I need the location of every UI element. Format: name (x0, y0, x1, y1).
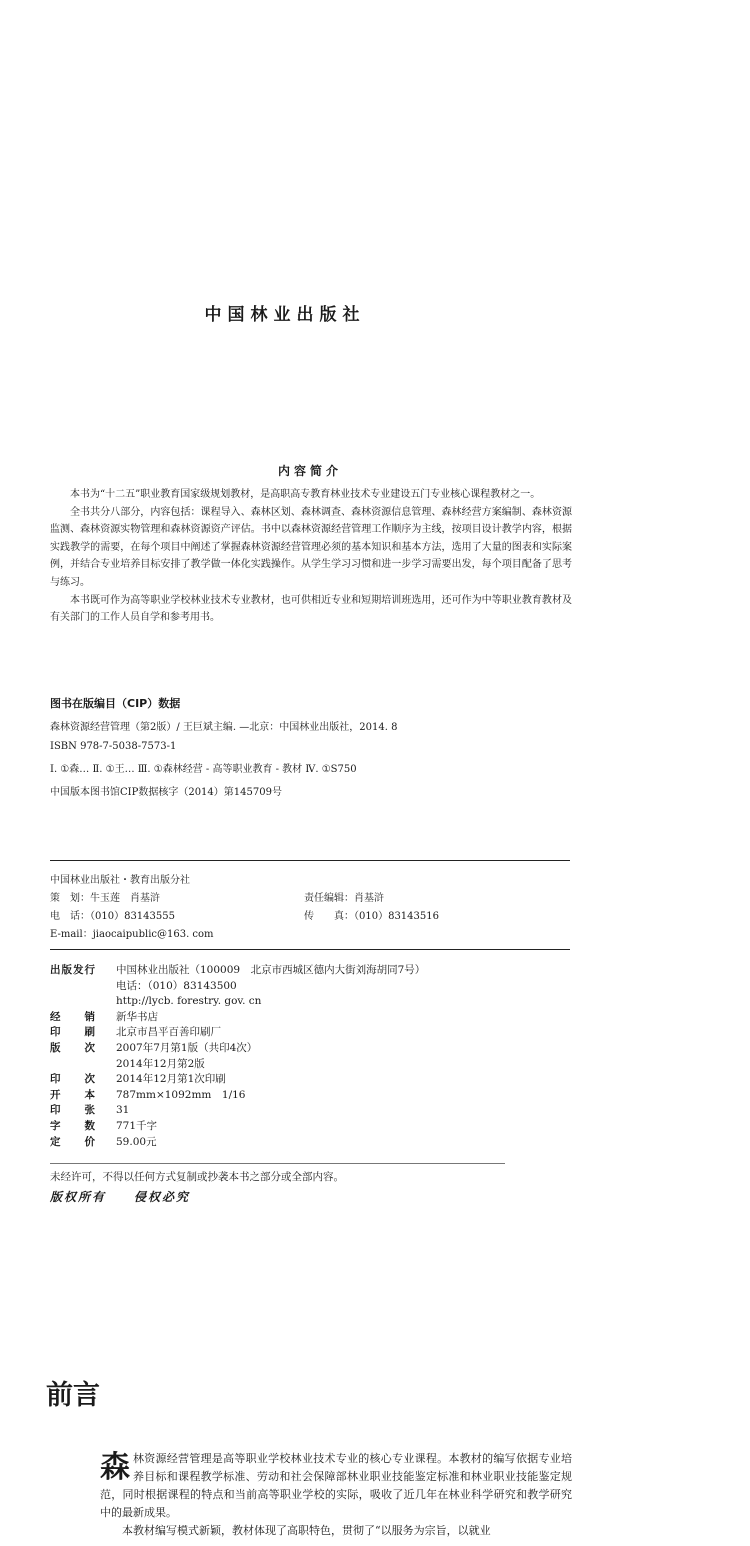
cip-classification: Ⅰ. ①森… Ⅱ. ①王… Ⅲ. ①森林经营 - 高等职业教育 - 教材 Ⅳ. ①S750 (50, 764, 357, 775)
colophon-value: http://lycb. forestry. gov. cn (116, 995, 262, 1008)
colophon-row (50, 994, 570, 1010)
colophon-label: 经 销 (50, 1010, 96, 1023)
cip-record-number: 中国版本图书馆CIP数据核字（2014）第145709号 (50, 787, 282, 798)
colophon-row (50, 1119, 570, 1135)
colophon-value: 771千字 (116, 1119, 158, 1132)
cip-heading: 图书在版编目（CIP）数据 (50, 697, 181, 710)
colophon-row (50, 1103, 570, 1119)
summary-paragraph: 本书既可作为高等职业学校林业技术专业教材，也可供相近专业和短期培训班选用，还可作为中等职业教育教材及有关部门的工作人员自学和参考用书。 (50, 594, 572, 624)
colophon-label: 印 张 (50, 1104, 96, 1117)
colophon-value: 中国林业出版社（100009 北京市西城区德内大街刘海胡同7号） (116, 964, 426, 976)
all-rights-reserved: 版权所有 侵权必究 (50, 1190, 191, 1204)
colophon-label: 版 次 (50, 1041, 96, 1054)
colophon-label (50, 994, 116, 1010)
colophon-value: 新华书店 (116, 1010, 158, 1023)
colophon-value: 31 (116, 1104, 130, 1117)
preface-paragraph: 本教材编写模式新颖，教材体现了高职特色，贯彻了“以服务为宗旨，以就业 (122, 1524, 491, 1537)
copy-restriction-text: 未经许可，不得以任何方式复制或抄袭本书之部分或全部内容。 (50, 1171, 344, 1183)
colophon-row (50, 1072, 570, 1088)
editorial-credits (50, 872, 570, 944)
colophon-label: 印 次 (50, 1073, 96, 1086)
colophon-row (50, 1025, 570, 1041)
colophon-label: 出版发行 (50, 964, 96, 976)
bottom-divider (50, 1163, 505, 1164)
colophon-label: 字 数 (50, 1119, 96, 1132)
copyright-notice (50, 1170, 570, 1205)
colophon-row (50, 1010, 570, 1026)
content-summary-title: 内容简介 (277, 464, 342, 478)
colophon-row (50, 1135, 570, 1151)
middle-divider (50, 949, 570, 950)
preface-title: 前言 (46, 1380, 100, 1411)
colophon (50, 963, 570, 1150)
publisher-name: 中国林业出版社 (204, 305, 366, 325)
editor-credit: 责任编辑：肖基浒 (304, 893, 384, 904)
phone-number: 电 话：（010）83143555 (50, 911, 175, 922)
colophon-value: 电话：（010）83143500 (116, 979, 237, 992)
colophon-label: 定 价 (50, 1135, 96, 1148)
preface-body (100, 1450, 572, 1540)
colophon-value: 2007年7月第1版（共印4次） (116, 1041, 258, 1054)
email-address: E-mail：jiaocaipublic@163. com (50, 929, 214, 940)
colophon-value: 2014年12月第1次印刷 (116, 1073, 226, 1086)
colophon-label: 印 刷 (50, 1026, 96, 1039)
colophon-value: 787mm×1092mm 1/16 (116, 1088, 246, 1101)
colophon-row (50, 963, 570, 979)
cip-title-line: 森林资源经营管理（第2版）/ 王巨斌主编. —北京：中国林业出版社，2014. 8 (50, 722, 398, 733)
content-summary (50, 486, 572, 627)
colophon-row (50, 1041, 570, 1057)
colophon-label: 开 本 (50, 1088, 96, 1101)
drop-cap: 森 (100, 1450, 130, 1485)
preface-paragraph: 林资源经营管理是高等职业学校林业技术专业的核心专业课程。本教材的编写依据专业培养目标和课程教学标准、劳动和社会保障部林业职业技能鉴定标准和林业职业技能鉴定规范，同时根据课程的特点和当前高等职业学校的实际，吸收了近几年在林业科学研究和教学研究中的最新成果。 (100, 1452, 572, 1519)
colophon-value: 59.00元 (116, 1135, 157, 1148)
colophon-row (50, 979, 570, 995)
summary-paragraph: 本书为“十二五”职业教育国家级规划教材，是高职高专教育林业技术专业建设五门专业核心课程教材之一。 (70, 489, 541, 500)
fax-number: 传 真：（010）83143516 (304, 911, 439, 922)
publishing-branch: 中国林业出版社・教育出版分社 (50, 875, 190, 886)
colophon-label (50, 1057, 116, 1073)
colophon-value: 北京市昌平百善印刷厂 (116, 1026, 221, 1039)
planner-credit: 策 划：牛玉莲 肖基浒 (50, 893, 160, 904)
colophon-row (50, 1088, 570, 1104)
cip-data-block (50, 695, 570, 804)
colophon-label (50, 979, 116, 995)
top-divider (50, 860, 570, 861)
colophon-value: 2014年12月第2版 (116, 1057, 205, 1070)
colophon-row (50, 1057, 570, 1073)
summary-paragraph: 全书共分八部分，内容包括：课程导入、森林区划、森林调查、森林资源信息管理、森林经营方案编制、森林资源监测、森林资源实物管理和森林资源资产评估。书中以森林资源经营管理工作顺序为主线，按项目设计教学内容，根据实践教学的需要，在每个项目中阐述了掌握森林资源经营管理必须的基本知识和基本方法，选用了大量的图表和实际案例，并结合专业培养目标安排了教学做一体化实践操作。从学生学习习惯和进一步学习需要出发，每个项目配备了思考与练习。 (50, 506, 572, 588)
cip-isbn: ISBN 978-7-5038-7573-1 (50, 741, 177, 752)
